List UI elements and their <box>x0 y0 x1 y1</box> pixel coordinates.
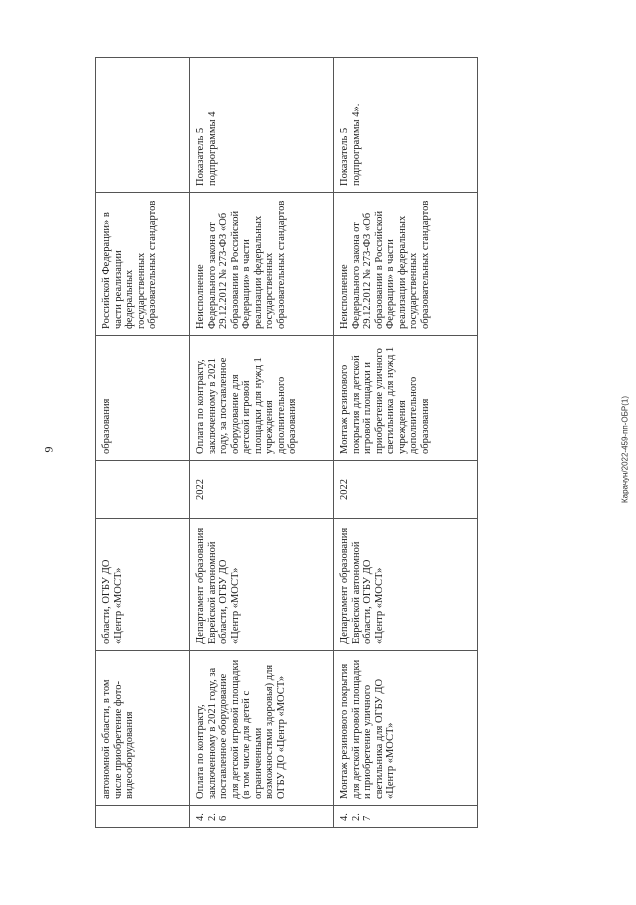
consequence-cell: Российской Федерации» в части реализации федеральных государственных образовательных стандартов <box>96 193 190 336</box>
indicator-cell: Показатель 5 подпрограммы 4 <box>190 58 334 193</box>
executor-cell: Департамент образования Еврейской автономной области, ОГБУ ДО «Центр «МОСТ» <box>190 519 334 651</box>
indicator-cell <box>96 58 190 193</box>
result-cell: образования <box>96 336 190 461</box>
result-cell: Оплата по контракту, заключенному в 2021 году, за поставленное оборудование для детской игровой площадки для нужд 1 учреждения дополнительного образования <box>190 336 334 461</box>
page-number: 9 <box>41 446 56 453</box>
year-cell: 2022 <box>190 461 334 519</box>
consequence-cell: Неисполнение Федерального закона от 29.12.2012 № 273-ФЗ «Об образовании в Российской Федерации» в части реализации федеральных государственных образовательных стандартов <box>334 193 478 336</box>
executor-cell: Департамент образования Еврейской автономной области, ОГБУ ДО «Центр «МОСТ» <box>334 519 478 651</box>
event-cell: Оплата по контракту, заключенному в 2021 году, за поставленное оборудование для детской игровой площадки (в том числе для детей с ограниченными возможностями здоровья) для ОГБУ ДО «Центр «МОСТ» <box>190 651 334 806</box>
executor-cell: области, ОГБУ ДО «Центр «МОСТ» <box>96 519 190 651</box>
rotated-table-container <box>95 58 477 828</box>
year-cell: 2022 <box>334 461 478 519</box>
year-cell <box>96 461 190 519</box>
row-number: 4.2.7 <box>334 806 478 828</box>
table-row <box>190 58 334 828</box>
event-cell: автономной области, в том числе приобретение фото-видеооборудования <box>96 651 190 806</box>
indicator-cell: Показатель 5 подпрограммы 4». <box>334 58 478 193</box>
consequence-cell: Неисполнение Федерального закона от 29.12.2012 № 273-ФЗ «Об образовании в Российской Федерации» в части реализации федеральных государственных образовательных стандартов <box>190 193 334 336</box>
row-number <box>96 806 190 828</box>
event-cell: Монтаж резинового покрытия для детской игровой площадки и приобретение уличного светильника для ОГБУ ДО «Центр «МОСТ» <box>334 651 478 806</box>
row-number: 4.2.6 <box>190 806 334 828</box>
program-activities-table <box>95 57 478 828</box>
document-code: Карачун/2022-459-пп-ОБР(1) <box>620 395 630 504</box>
table-row <box>334 58 478 828</box>
table-row <box>96 58 190 828</box>
result-cell: Монтаж резинового покрытия для детской игровой площадки и приобретение уличного светильника для нужд 1 учреждения дополнительного образования <box>334 336 478 461</box>
